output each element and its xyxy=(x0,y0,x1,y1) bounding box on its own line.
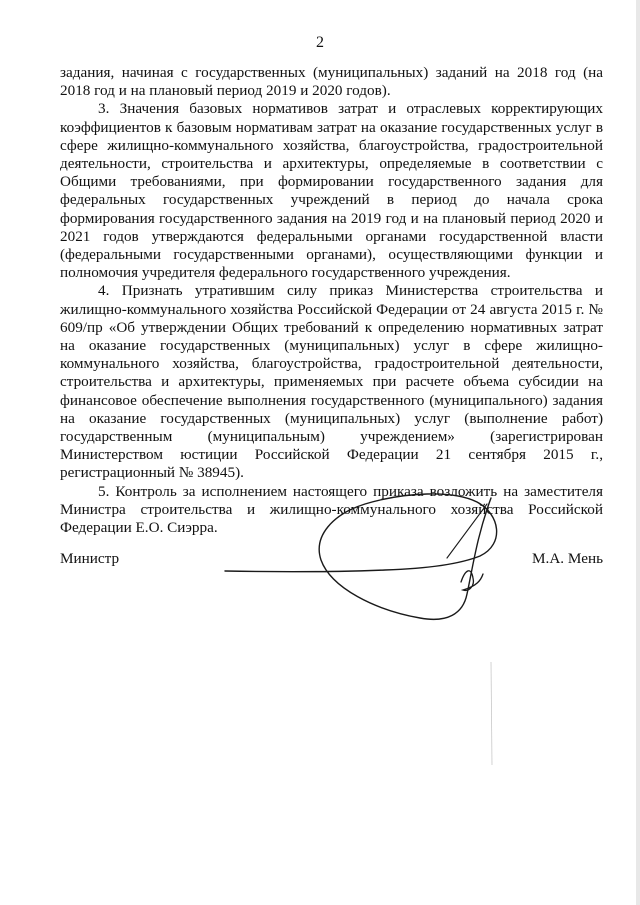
handwritten-signature xyxy=(215,486,515,626)
scan-artifact xyxy=(477,660,507,770)
paragraph-5: 5. Контроль за исполнением настоящего приказа возложить на заместителя Министра строительства и жилищно-коммунального хозяйства Российской Федерации Е.О. Сиэрра. xyxy=(60,482,603,537)
signatory-title: Министр xyxy=(60,550,120,567)
paragraph-4: 4. Признать утратившим силу приказ Министерства строительства и жилищно-коммунального хозяйства Российской Федерации от 24 августа 2015 г. № 609/пр «Об утверждении Общих требований к определению нормативных затрат на оказание государственных (муниципальных) услуг в сфере жилищно-коммунального хозяйства, благоустройства, градостроительной деятельности, строительства и архитектуры, применяемых при расчете объема субсидии на финансовое обеспечение выполнения государственного (муниципального) задания на оказание государственных (муниципальных) услуг (выполнение работ) государственным (муниципальным) учреждением» (зарегистрирован Министерством юстиции Российской Федерации 21 сентября 2015 г., регистрационный № 38945). xyxy=(60,282,603,482)
paragraph-3: 3. Значения базовых нормативов затрат и отраслевых корректирующих коэффициентов к базовым нормативам затрат на оказание государственных услуг в сфере жилищно-коммунального хозяйства, благоустройства, градостроительной деятельности, строительства и архитектуры, определяемые в соответствии с Общими требованиями, при формировании государственного задания для федеральных государственных учреждений в период до начала срока формирования государственного задания на 2019 год и на плановый период 2020 и 2021 годов утверждаются федеральными органами государственной власти (федеральными государственными органами), осуществляющими функции и полномочия учредителя федерального государственного учреждения. xyxy=(60,100,603,282)
paragraph-continuation: задания, начиная с государственных (муниципальных) заданий на 2018 год (на 2018 год и на плановый период 2019 и 2020 годов). xyxy=(60,64,603,100)
document-body xyxy=(60,64,603,537)
page-number: 2 xyxy=(316,34,324,51)
signatory-name: М.А. Мень xyxy=(532,550,603,567)
scan-edge xyxy=(636,0,640,905)
